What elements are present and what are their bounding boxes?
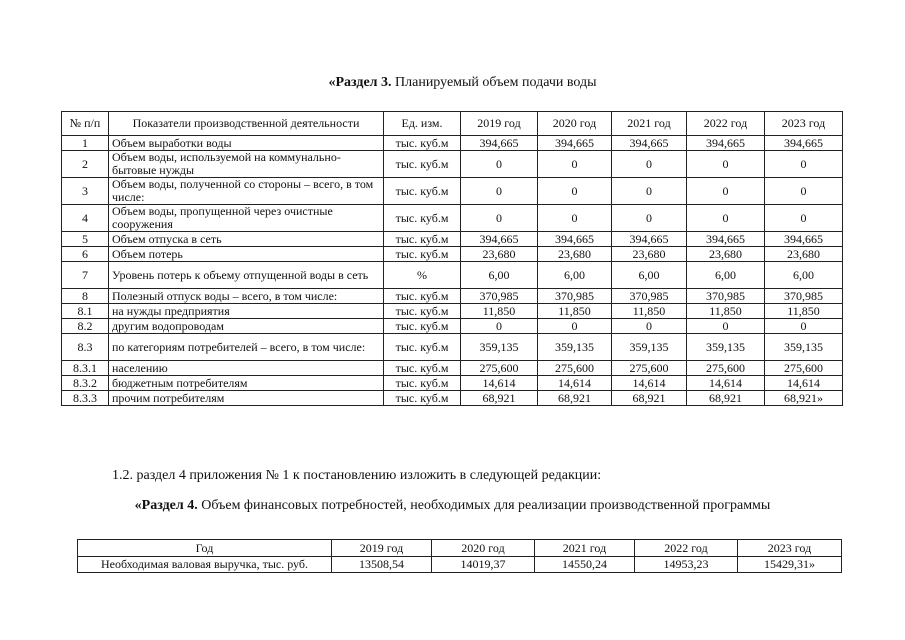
- value-cell: 6,00: [612, 262, 687, 289]
- value-cell: 394,665: [538, 136, 612, 151]
- table-row: [62, 262, 843, 289]
- row-number: 8.3: [62, 334, 109, 361]
- value-cell: 359,135: [765, 334, 843, 361]
- unit-cell: тыс. куб.м: [384, 376, 461, 391]
- indicator-name: Объем потерь: [109, 247, 384, 262]
- value-cell: 394,665: [765, 232, 843, 247]
- table-row: [62, 376, 843, 391]
- table-row: [62, 247, 843, 262]
- value-cell: 0: [538, 178, 612, 205]
- value-cell: 0: [612, 178, 687, 205]
- table-row: [62, 205, 843, 232]
- row-number: 7: [62, 262, 109, 289]
- indicator-name: бюджетным потребителям: [109, 376, 384, 391]
- value-cell: 23,680: [538, 247, 612, 262]
- value-cell: 14,614: [538, 376, 612, 391]
- value-cell: 0: [765, 151, 843, 178]
- column-header: 2022 год: [687, 112, 765, 136]
- value-cell: 23,680: [461, 247, 538, 262]
- indicator-name: Полезный отпуск воды – всего, в том числе:: [109, 289, 384, 304]
- table-row: [62, 136, 843, 151]
- value-cell: 275,600: [765, 361, 843, 376]
- value-cell: 394,665: [612, 232, 687, 247]
- value-cell: 68,921: [687, 391, 765, 406]
- value-cell: 23,680: [612, 247, 687, 262]
- value-cell: 14,614: [612, 376, 687, 391]
- value-cell: 68,921: [612, 391, 687, 406]
- column-header: 2023 год: [765, 112, 843, 136]
- value-cell: 15429,31»: [738, 557, 842, 573]
- table-row: [62, 304, 843, 319]
- value-cell: 0: [687, 178, 765, 205]
- financial-needs-table: [77, 539, 842, 573]
- value-cell: 14953,23: [635, 557, 738, 573]
- column-header: 2022 год: [635, 540, 738, 557]
- value-cell: 0: [461, 319, 538, 334]
- value-cell: 394,665: [538, 232, 612, 247]
- value-cell: 6,00: [538, 262, 612, 289]
- value-cell: 6,00: [461, 262, 538, 289]
- value-cell: 0: [461, 178, 538, 205]
- column-header: 2019 год: [332, 540, 432, 557]
- unit-cell: тыс. куб.м: [384, 247, 461, 262]
- row-number: 6: [62, 247, 109, 262]
- row-number: 8.3.3: [62, 391, 109, 406]
- table-header-row: [62, 112, 843, 136]
- value-cell: 11,850: [538, 304, 612, 319]
- value-cell: 68,921: [461, 391, 538, 406]
- value-cell: 68,921: [538, 391, 612, 406]
- value-cell: 359,135: [687, 334, 765, 361]
- value-cell: 0: [765, 205, 843, 232]
- section3-title-bold: «Раздел 3.: [328, 75, 392, 90]
- row-number: 8.2: [62, 319, 109, 334]
- value-cell: 359,135: [461, 334, 538, 361]
- value-cell: 0: [687, 151, 765, 178]
- value-cell: 394,665: [461, 232, 538, 247]
- value-cell: 0: [538, 205, 612, 232]
- value-cell: 68,921»: [765, 391, 843, 406]
- row-number: 8.1: [62, 304, 109, 319]
- table-row: [62, 232, 843, 247]
- indicator-name: Уровень потерь к объему отпущенной воды в сеть: [109, 262, 384, 289]
- value-cell: 359,135: [612, 334, 687, 361]
- table-row: [62, 319, 843, 334]
- value-cell: 6,00: [765, 262, 843, 289]
- column-header: Год: [78, 540, 332, 557]
- value-cell: 370,985: [687, 289, 765, 304]
- amendment-paragraph: 1.2. раздел 4 приложения № 1 к постановлению изложить в следующей редакции:: [112, 468, 602, 483]
- table-header-row: [78, 540, 842, 557]
- value-cell: 14550,24: [535, 557, 635, 573]
- table-row: [62, 391, 843, 406]
- value-cell: 11,850: [687, 304, 765, 319]
- row-number: 4: [62, 205, 109, 232]
- row-number: 3: [62, 178, 109, 205]
- value-cell: 23,680: [687, 247, 765, 262]
- row-number: 2: [62, 151, 109, 178]
- value-cell: 0: [612, 319, 687, 334]
- section4-title-bold: «Раздел 4.: [134, 498, 198, 513]
- value-cell: 394,665: [612, 136, 687, 151]
- value-cell: 370,985: [538, 289, 612, 304]
- table-row: [62, 361, 843, 376]
- column-header: 2021 год: [535, 540, 635, 557]
- column-header: № п/п: [62, 112, 109, 136]
- indicator-name: Объем воды, пропущенной через очистные сооружения: [109, 205, 384, 232]
- value-cell: 13508,54: [332, 557, 432, 573]
- unit-cell: тыс. куб.м: [384, 178, 461, 205]
- value-cell: 11,850: [612, 304, 687, 319]
- unit-cell: тыс. куб.м: [384, 136, 461, 151]
- value-cell: 0: [687, 319, 765, 334]
- value-cell: 14,614: [687, 376, 765, 391]
- indicator-name: Объем воды, используемой на коммунально-бытовые нужды: [109, 151, 384, 178]
- row-number: 8.3.1: [62, 361, 109, 376]
- value-cell: 0: [461, 205, 538, 232]
- unit-cell: тыс. куб.м: [384, 319, 461, 334]
- column-header: 2019 год: [461, 112, 538, 136]
- indicator-name: населению: [109, 361, 384, 376]
- value-cell: 14,614: [461, 376, 538, 391]
- table-row: [78, 557, 842, 573]
- value-cell: 0: [687, 205, 765, 232]
- row-number: 8.3.2: [62, 376, 109, 391]
- value-cell: 394,665: [687, 232, 765, 247]
- unit-cell: %: [384, 262, 461, 289]
- value-cell: 275,600: [538, 361, 612, 376]
- section4-title-rest: Объем финансовых потребностей, необходимых для реализации производственной программы: [197, 498, 771, 513]
- indicator-name: по категориям потребителей – всего, в том числе:: [109, 334, 384, 361]
- column-header: 2020 год: [538, 112, 612, 136]
- table-row: [62, 334, 843, 361]
- value-cell: 370,985: [461, 289, 538, 304]
- indicator-name: другим водопроводам: [109, 319, 384, 334]
- value-cell: 14019,37: [432, 557, 535, 573]
- row-number: 8: [62, 289, 109, 304]
- value-cell: 0: [765, 319, 843, 334]
- value-cell: 275,600: [687, 361, 765, 376]
- column-header: 2023 год: [738, 540, 842, 557]
- row-number: 5: [62, 232, 109, 247]
- value-cell: 23,680: [765, 247, 843, 262]
- value-cell: 394,665: [461, 136, 538, 151]
- table-row: [62, 178, 843, 205]
- column-header: Ед. изм.: [384, 112, 461, 136]
- column-header: Показатели производственной деятельности: [109, 112, 384, 136]
- value-cell: 0: [461, 151, 538, 178]
- column-header: 2021 год: [612, 112, 687, 136]
- value-cell: 0: [765, 178, 843, 205]
- value-cell: 0: [612, 151, 687, 178]
- table-row: [62, 151, 843, 178]
- indicator-name: Объем отпуска в сеть: [109, 232, 384, 247]
- column-header: 2020 год: [432, 540, 535, 557]
- value-cell: 14,614: [765, 376, 843, 391]
- value-cell: 11,850: [765, 304, 843, 319]
- unit-cell: тыс. куб.м: [384, 289, 461, 304]
- section3-title: [10, 75, 905, 91]
- value-cell: 11,850: [461, 304, 538, 319]
- indicator-name: Объем воды, полученной со стороны – всего, в том числе:: [109, 178, 384, 205]
- row-number: 1: [62, 136, 109, 151]
- value-cell: 394,665: [687, 136, 765, 151]
- water-supply-table: [61, 111, 843, 406]
- indicator-name: прочим потребителям: [109, 391, 384, 406]
- indicator-name: на нужды предприятия: [109, 304, 384, 319]
- unit-cell: тыс. куб.м: [384, 334, 461, 361]
- value-cell: 0: [538, 319, 612, 334]
- value-cell: 6,00: [687, 262, 765, 289]
- value-cell: 359,135: [538, 334, 612, 361]
- indicator-name: Объем выработки воды: [109, 136, 384, 151]
- table-row: [62, 289, 843, 304]
- value-cell: 0: [538, 151, 612, 178]
- value-cell: 370,985: [765, 289, 843, 304]
- unit-cell: тыс. куб.м: [384, 391, 461, 406]
- section4-title: [0, 498, 905, 514]
- value-cell: 394,665: [765, 136, 843, 151]
- value-cell: 0: [612, 205, 687, 232]
- unit-cell: тыс. куб.м: [384, 232, 461, 247]
- value-cell: 370,985: [612, 289, 687, 304]
- unit-cell: тыс. куб.м: [384, 361, 461, 376]
- unit-cell: тыс. куб.м: [384, 304, 461, 319]
- value-cell: 275,600: [612, 361, 687, 376]
- value-cell: 275,600: [461, 361, 538, 376]
- unit-cell: тыс. куб.м: [384, 205, 461, 232]
- unit-cell: тыс. куб.м: [384, 151, 461, 178]
- section3-title-rest: Планируемый объем подачи воды: [391, 75, 597, 90]
- row-label: Необходимая валовая выручка, тыс. руб.: [78, 557, 332, 573]
